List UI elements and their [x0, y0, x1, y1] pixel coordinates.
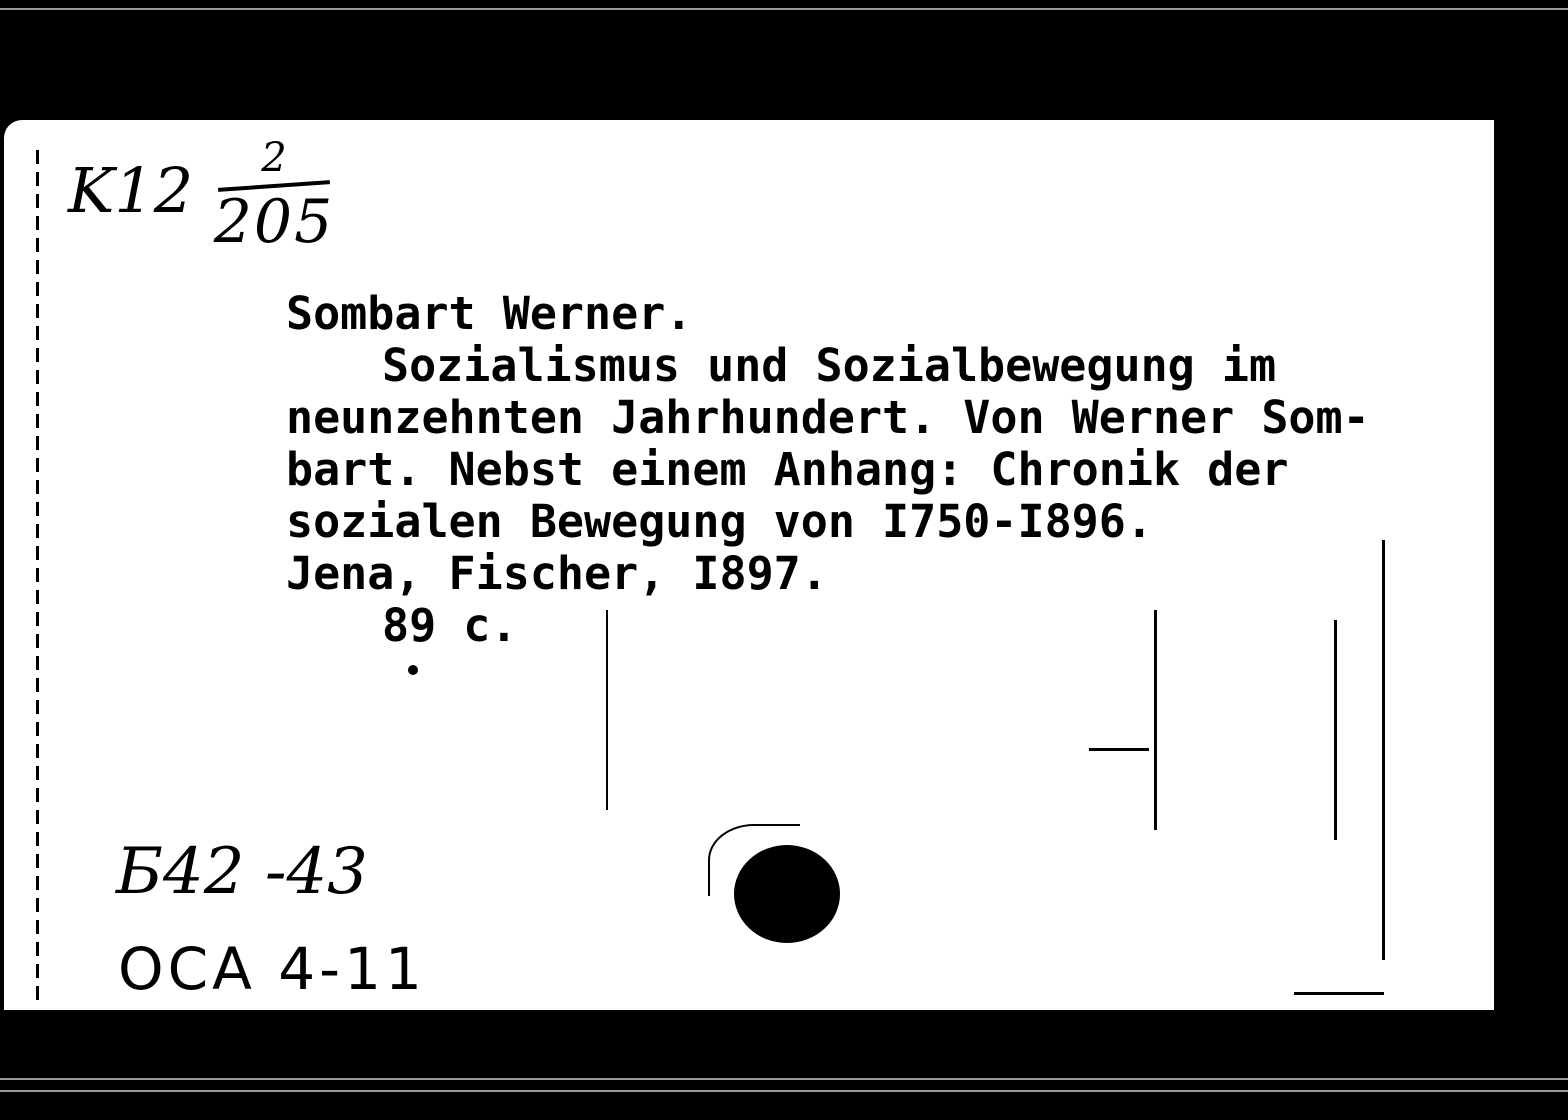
- entry-author: Sombart Werner.: [286, 287, 693, 340]
- punch-hole: [734, 845, 840, 943]
- shelfmark-prefix: K12: [68, 154, 194, 227]
- entry-title-line: sozialen Bewegung von I750-I896.: [286, 495, 1153, 548]
- scan-noise-line: [1382, 540, 1385, 960]
- scan-noise-line: [606, 610, 608, 810]
- card-margin-rule: [36, 150, 39, 1000]
- shelfmark-fraction: [204, 135, 344, 257]
- scan-edge-line: [0, 8, 1568, 10]
- shelfmark-denominator: 205: [213, 187, 335, 257]
- handwritten-note: OCA 4-11: [118, 935, 426, 1003]
- scan-noise-line: [1089, 748, 1149, 751]
- entry-pagination: 89 c.: [382, 599, 518, 652]
- entry-title-line: Sozialismus und Sozialbewegung im: [382, 339, 1277, 392]
- entry-title-line: neunzehnten Jahrhundert. Von Werner Som-: [286, 391, 1370, 444]
- shelfmark-numerator: 2: [261, 135, 287, 181]
- scan-edge-line: [0, 1078, 1568, 1080]
- scan-noise-line: [1154, 610, 1157, 830]
- entry-title-line: bart. Nebst einem Anhang: Chronik der: [286, 443, 1289, 496]
- catalog-card: [4, 120, 1494, 1010]
- handwritten-note: Б42 -43: [116, 835, 368, 909]
- bibliographic-entry: [286, 288, 1486, 652]
- ink-dot: [408, 665, 418, 675]
- scan-noise-line: [1334, 620, 1337, 840]
- entry-imprint: Jena, Fischer, I897.: [286, 547, 828, 600]
- scan-edge-line: [0, 1090, 1568, 1092]
- scan-noise-line: [1294, 992, 1384, 995]
